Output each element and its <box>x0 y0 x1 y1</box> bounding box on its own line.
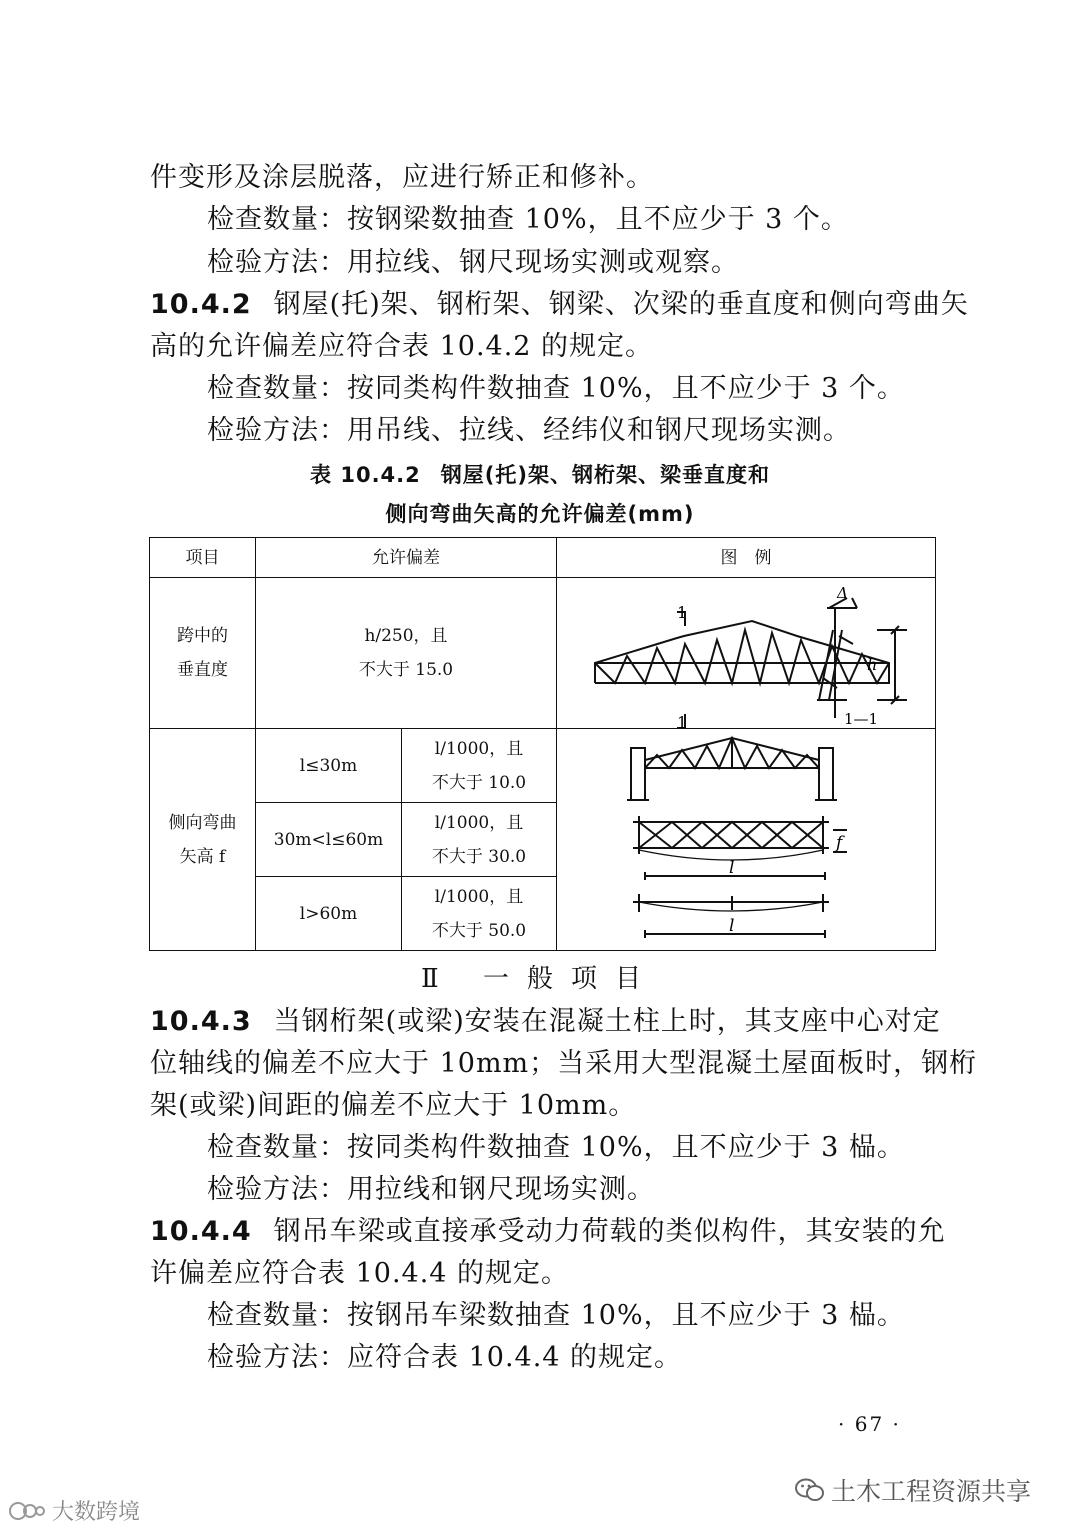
deviation-line: 不大于 10.0 <box>431 772 527 793</box>
table-caption <box>0 459 1080 489</box>
check-method: 检验方法：应符合表 10.4.4 的规定。 <box>207 1342 683 1373</box>
clause-text-cont: 架(或梁)间距的偏差不应大于 10mm。 <box>150 1090 637 1121</box>
section-label: 1—1 <box>844 710 879 728</box>
deviation-cell <box>402 803 557 877</box>
watermark-text: 土木工程资源共享 <box>831 1477 1032 1506</box>
check-quantity: 检查数量：按钢吊车梁数抽查 10%，且不应少于 3 榀。 <box>207 1300 905 1331</box>
h-label: h <box>867 655 878 674</box>
table-header-row <box>150 538 936 578</box>
deviation-line: l/1000，且 <box>434 886 524 907</box>
clause-number: 10.4.2 <box>150 289 252 320</box>
header-deviation: 允许偏差 <box>256 538 557 578</box>
delta-label: Δ <box>837 584 848 602</box>
wechat-icon <box>795 1477 825 1503</box>
clause-10-4-2 <box>150 285 969 325</box>
check-quantity: 检查数量：按钢梁数抽查 10%，且不应少于 3 个。 <box>207 204 849 235</box>
check-method: 检验方法：用拉线和钢尺现场实测。 <box>207 1174 655 1205</box>
figure-cell <box>557 578 936 729</box>
table-caption-line2: 侧向弯曲矢高的允许偏差(mm) <box>385 502 695 526</box>
check-quantity: 检查数量：按同类构件数抽查 10%，且不应少于 3 个。 <box>207 373 905 404</box>
bigdata-logo-icon <box>8 1500 48 1522</box>
watermark-text: 大数跨境 <box>52 1500 141 1525</box>
item-cell <box>150 578 256 729</box>
range-cell: l>60m <box>256 877 402 951</box>
deviation-line: l/1000，且 <box>434 738 524 759</box>
f-label: f <box>836 832 843 853</box>
check-quantity: 检查数量：按同类构件数抽查 10%，且不应少于 3 榀。 <box>207 1132 905 1163</box>
deviation-cell <box>402 729 557 803</box>
watermark-right <box>795 1472 1031 1508</box>
watermark-left <box>8 1495 140 1526</box>
clause-text: 当钢桁架(或梁)安装在混凝土柱上时，其支座中心对定 <box>273 1006 941 1037</box>
clause-number: 10.4.3 <box>150 1006 252 1037</box>
item-line: 垂直度 <box>177 660 228 680</box>
table-row <box>150 578 936 729</box>
deviation-cell <box>256 578 557 729</box>
table-number: 表 10.4.2 <box>310 463 421 487</box>
verticality-figure <box>557 578 935 728</box>
lateral-bow-figure <box>557 730 935 950</box>
text-line: 件变形及涂层脱落，应进行矫正和修补。 <box>150 162 654 193</box>
clause-text-cont: 高的允许偏差应符合表 10.4.2 的规定。 <box>150 331 654 362</box>
clause-10-4-4 <box>150 1212 946 1252</box>
deviation-line: 不大于 50.0 <box>431 920 527 941</box>
item-line: 侧向弯曲 <box>168 812 237 833</box>
deviation-line: l/1000，且 <box>434 812 524 833</box>
deviation-table <box>149 537 936 951</box>
range-cell: 30m<l≤60m <box>256 803 402 877</box>
table-caption-line1: 钢屋(托)架、钢桁架、梁垂直度和 <box>440 463 770 487</box>
deviation-line: h/250，且 <box>364 626 448 646</box>
header-item: 项目 <box>150 538 256 578</box>
item-line: 跨中的 <box>177 626 228 646</box>
l-label: l <box>729 857 735 878</box>
deviation-line: 不大于 15.0 <box>358 660 454 680</box>
check-method: 检验方法：用拉线、钢尺现场实测或观察。 <box>207 247 739 278</box>
table-row <box>150 729 936 803</box>
section-mark-top: 1 <box>677 603 688 622</box>
item-line: 矢高 f <box>179 846 226 867</box>
clause-text-cont: 许偏差应符合表 10.4.4 的规定。 <box>150 1258 570 1289</box>
check-method: 检验方法：用吊线、拉线、经纬仪和钢尺现场实测。 <box>207 415 851 446</box>
l-label: l <box>729 915 735 936</box>
deviation-line: 不大于 30.0 <box>431 846 527 867</box>
figure-cell <box>557 729 936 951</box>
clause-text-cont: 位轴线的偏差不应大于 10mm；当采用大型混凝土屋面板时，钢桁 <box>150 1048 978 1079</box>
section-mark-bottom: 1 <box>677 713 688 728</box>
clause-10-4-3 <box>150 1002 941 1042</box>
section-title: Ⅱ 一般项目 <box>421 964 659 994</box>
clause-number: 10.4.4 <box>150 1216 252 1247</box>
range-cell: l≤30m <box>256 729 402 803</box>
header-figure: 图 例 <box>557 538 936 578</box>
page-number: · 67 · <box>838 1412 901 1436</box>
item-cell <box>150 729 256 951</box>
clause-text: 钢吊车梁或直接承受动力荷载的类似构件，其安装的允 <box>273 1216 946 1247</box>
deviation-cell <box>402 877 557 951</box>
clause-text: 钢屋(托)架、钢桁架、钢梁、次梁的垂直度和侧向弯曲矢 <box>273 289 969 320</box>
